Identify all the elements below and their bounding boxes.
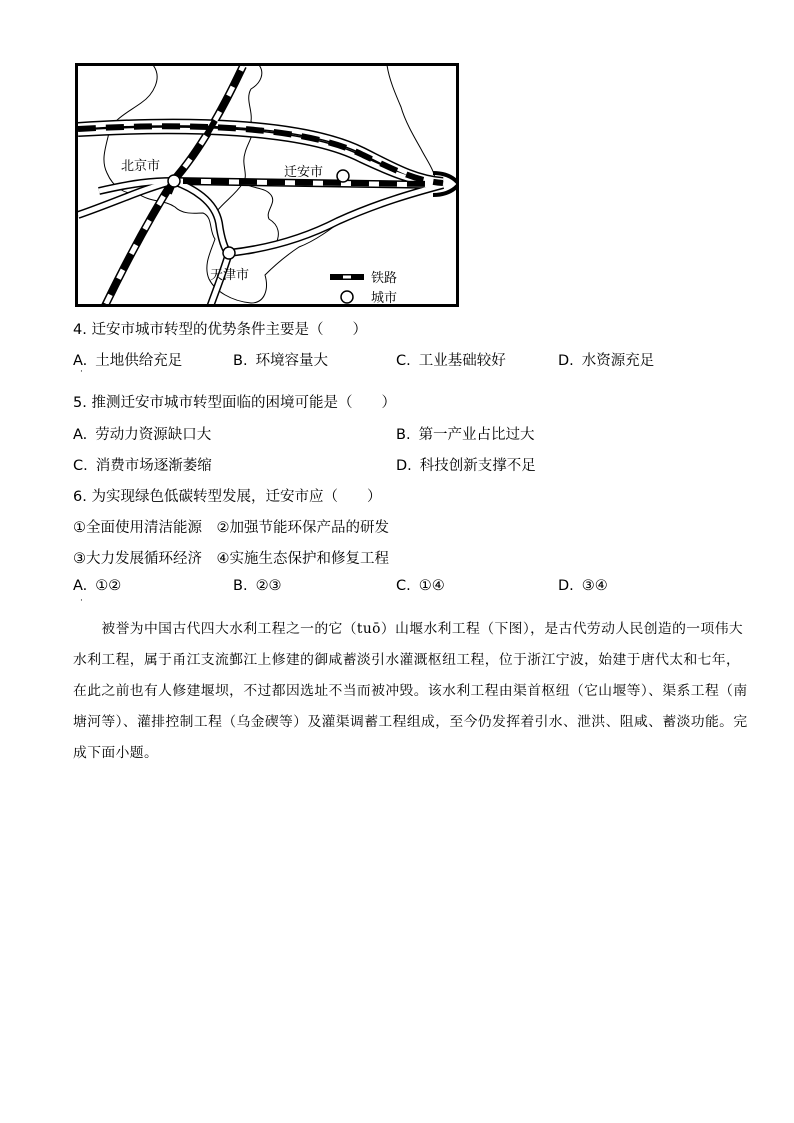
map-drawing xyxy=(78,66,459,307)
passage-line: 塘河等）、灌排控制工程（乌金碶等）及灌渠调蓄工程组成，至今仍发挥着引水、泄洪、阻咸、蓄淡功能。完 xyxy=(73,714,748,730)
question-6-option-a[interactable]: A. ①② xyxy=(73,578,122,594)
city-marker-qianan xyxy=(337,170,349,182)
question-6-option-b[interactable]: B. ②③ xyxy=(233,578,282,594)
question-6-option-c[interactable]: C. ①④ xyxy=(396,578,445,594)
question-4-option-a[interactable]: A. 土地供给充足 xyxy=(73,353,183,369)
passage-line: 水利工程，属于甬江支流鄞江上修建的御咸蓄淡引水灌溉枢纽工程，位于浙江宁波，始建于唐代太和七年， xyxy=(73,652,741,668)
question-5-option-a[interactable]: A. 劳动力资源缺口大 xyxy=(73,427,212,443)
question-6-option-d[interactable]: D. ③④ xyxy=(558,578,608,594)
question-4-option-c[interactable]: C. 工业基础较好 xyxy=(396,353,506,369)
scan-mark: · xyxy=(80,367,83,377)
question-4-stem: 4. 迁安市城市转型的优势条件主要是（ ） xyxy=(73,322,367,338)
question-4-option-d[interactable]: D. 水资源充足 xyxy=(558,353,655,369)
legend-railway-label: 铁路 xyxy=(371,270,398,285)
question-5-stem: 5. 推测迁安市城市转型面临的困境可能是（ ） xyxy=(73,395,396,411)
railway-map xyxy=(75,63,459,307)
question-4-option-b[interactable]: B. 环境容量大 xyxy=(233,353,329,369)
passage-line: 成下面小题。 xyxy=(73,745,159,761)
legend-city-label: 城市 xyxy=(371,290,398,305)
reading-passage xyxy=(73,614,748,769)
question-5-option-b[interactable]: B. 第一产业占比过大 xyxy=(396,427,535,443)
legend-city-symbol xyxy=(341,291,353,303)
label-qianan: 迁安市 xyxy=(284,164,324,179)
question-6-statements-line-1: ①全面使用清洁能源 ②加强节能环保产品的研发 xyxy=(73,520,389,536)
question-6-statements-line-2: ③大力发展循环经济 ④实施生态保护和修复工程 xyxy=(73,551,389,567)
question-5-option-c[interactable]: C. 消费市场逐渐萎缩 xyxy=(73,458,212,474)
city-marker-tianjin xyxy=(223,247,235,259)
question-5-option-d[interactable]: D. 科技创新支撑不足 xyxy=(396,458,536,474)
question-6-stem: 6. 为实现绿色低碳转型发展，迁安市应（ ） xyxy=(73,489,382,505)
passage-line: 被誉为中国古代四大水利工程之一的它（tuō）山堰水利工程（下图），是古代劳动人民创造的一项伟大 xyxy=(73,621,744,637)
scan-mark: · xyxy=(80,596,83,606)
city-marker-beijing xyxy=(168,175,180,187)
map-legend xyxy=(330,270,397,305)
label-tianjin: 天津市 xyxy=(210,267,250,282)
label-beijing: 北京市 xyxy=(121,158,161,173)
railway-lines xyxy=(78,66,459,307)
passage-line: 在此之前也有人修建堰坝，不过都因选址不当而被冲毁。该水利工程由渠首枢纽（它山堰等）、渠系工程（南 xyxy=(73,683,748,699)
